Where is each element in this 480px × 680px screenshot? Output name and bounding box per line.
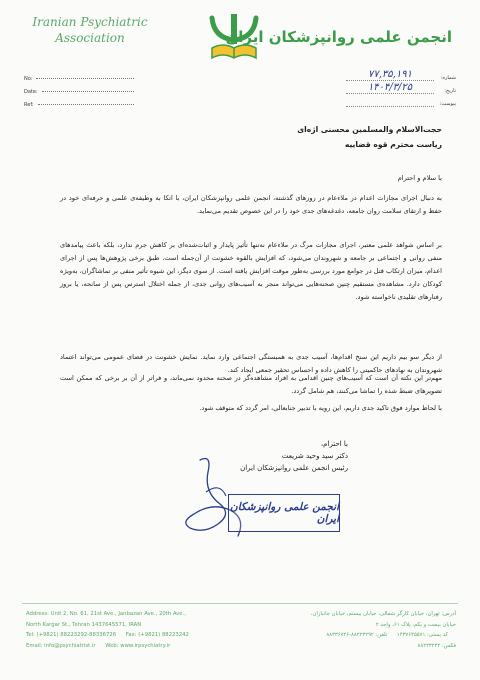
meta-left-block bbox=[24, 72, 134, 111]
footer-en-address-1: Address: Unit 2, No. 61, 21st Ave., Janbazan Ave., 20th Ave., bbox=[26, 611, 186, 617]
no-label: No: bbox=[24, 75, 33, 82]
footer-en-email[interactable]: Email: info@psychiatrist.ir bbox=[26, 642, 96, 649]
persian-date-label: تاریخ: bbox=[444, 88, 456, 94]
footer-en-web[interactable]: Web: www.irpsychiatry.ir bbox=[105, 642, 171, 649]
recipient-name: حجت‌الاسلام والمسلمین محسنی اژه‌ای bbox=[297, 125, 442, 134]
footer-fa-tel: تلفن: ۸۸۲۲۳۲۹۲-۸۸۳۳۶۷۲۶ bbox=[326, 632, 388, 638]
recipient-title: ریاست محترم قوه قضاییه bbox=[344, 140, 442, 149]
footer-en-fax: Fax: (+9821) 88223242 bbox=[125, 632, 189, 638]
number-value: ۷۷,۳۵,۱۹۱ bbox=[346, 69, 434, 81]
footer-divider bbox=[22, 603, 458, 604]
paragraph-1: به دنبال اجرای مجازات اعدام در ملاءعام در روزهای گذشته، انجمن علمی روانپزشکان ایران، با اتکا به وظیفه‌ی علمی و حرفه‌ای خود در حفظ و ارتقای سلامت روان جامعه، دغدغه‌های جدی خود را در این خصوص تقدیم می‌نماید. bbox=[60, 194, 442, 215]
footer-fa-fax: فکس: ۸۸۲۲۳۲۴۲ bbox=[417, 642, 456, 649]
persian-date-value: ۱۴۰۴/۳/۲۵ bbox=[346, 82, 434, 94]
association-stamp: انجمن علمی روانپزشکان ایران bbox=[228, 494, 340, 532]
footer-en-tel: Tel: (+9821) 88223292-88336726 bbox=[26, 632, 117, 638]
attachment-value bbox=[346, 106, 434, 107]
signatory-title: رئیس انجمن علمی روانپزشکان ایران bbox=[240, 464, 348, 472]
paragraph-2: بر اساس شواهد علمی معتبر، اجرای مجازات مرگ در ملاءعام نه‌تنها تأثیر پایدار و اثبات‌شده‌ای بر کاهش جرم ندارد، بلکه باعث پیامدهای منفی روانی و اجتماعی بر جامعه و شهروندان می‌شود، که افزایش بالقوه خشونت از آن‌جمله است. طبق برخی پژوهش‌ها پس از اجرای اعدام، میزان ارتکاب قتل در جوامع مورد بررسی به‌طور موقت افزایش یافته است. از سوی دیگر، این شیوه تأثیر منفی بر تماشاگران، به‌ویژه کودکان دارد. مشاهده‌ی مستقیم چنین صحنه‌هایی می‌تواند منجر به آسیب‌های روانی جدی، از جمله اختلال استرس پس از سانحه، یا بروز رفتارهای تقلیدی ناخواسته شود. bbox=[60, 241, 442, 301]
persian-association-name: انجمن علمی روانپزشکان ایران bbox=[225, 28, 452, 46]
ref-label: Ref: bbox=[24, 101, 34, 108]
footer-en-contact-row bbox=[26, 641, 246, 652]
signatory-name: دکتر سید وحید شریعت bbox=[281, 452, 348, 460]
footer-fa-postal: کد پستی: ۱۴۳۷۶۴۵۵۷۱ bbox=[396, 632, 448, 638]
footer-fa-row bbox=[256, 630, 456, 641]
paragraph-4: مهم‌تر این نکته آن است که آسیب‌های چنین اقدامی به افراد مشاهده‌گر در صحنه محدود نمی‌ماند، و فراتر از آن بر برخی که ممکن است تصویرهای ضبط شده را تماشا می‌کنند، هم شامل گردد. bbox=[60, 374, 442, 395]
english-name-line2: Association bbox=[55, 31, 125, 45]
paragraph-5: با لحاظ موارد فوق تاکید جدی داریم، این رویه با تدبیر جنابعالی، امر گردد که متوقف شود. bbox=[199, 404, 442, 412]
date-label: Date: bbox=[24, 88, 38, 95]
closing: با احترام، bbox=[320, 440, 348, 448]
footer-fa-address-1: آدرس: تهران، خیابان کارگر شمالی، خیابان بیستم، خیابان جانبازان، bbox=[310, 611, 456, 617]
english-association-name bbox=[10, 14, 170, 46]
footer-en-address-2: North Kargar St., Tehran 1437645571, IRAN bbox=[26, 621, 142, 628]
meta-right-block bbox=[346, 68, 456, 107]
paragraph-3: از دیگر سو بیم داریم این سنخ اقدام‌ها، آسیب جدی به همبستگی اجتماعی وارد نماید. نمایش خشونت در فضای عمومی می‌تواند اعتماد شهروندان به نهادهای حاکمیتی را کاهش داده و احساس تحقیر جمعی ایجاد کند. bbox=[60, 353, 442, 374]
footer-en-phone-row bbox=[26, 630, 246, 641]
footer-english bbox=[26, 609, 246, 651]
number-label: شماره: bbox=[440, 75, 456, 81]
attachment-label: پیوست: bbox=[439, 101, 456, 107]
greeting: با سلام و احترام bbox=[397, 174, 442, 182]
footer-fa-address-2: خیابان بیست و یکم، پلاک ۶۱، واحد ۲ bbox=[375, 621, 456, 628]
recipient-block bbox=[60, 122, 442, 152]
footer-persian bbox=[256, 609, 456, 651]
english-name-line1: Iranian Psychiatric bbox=[32, 15, 148, 29]
